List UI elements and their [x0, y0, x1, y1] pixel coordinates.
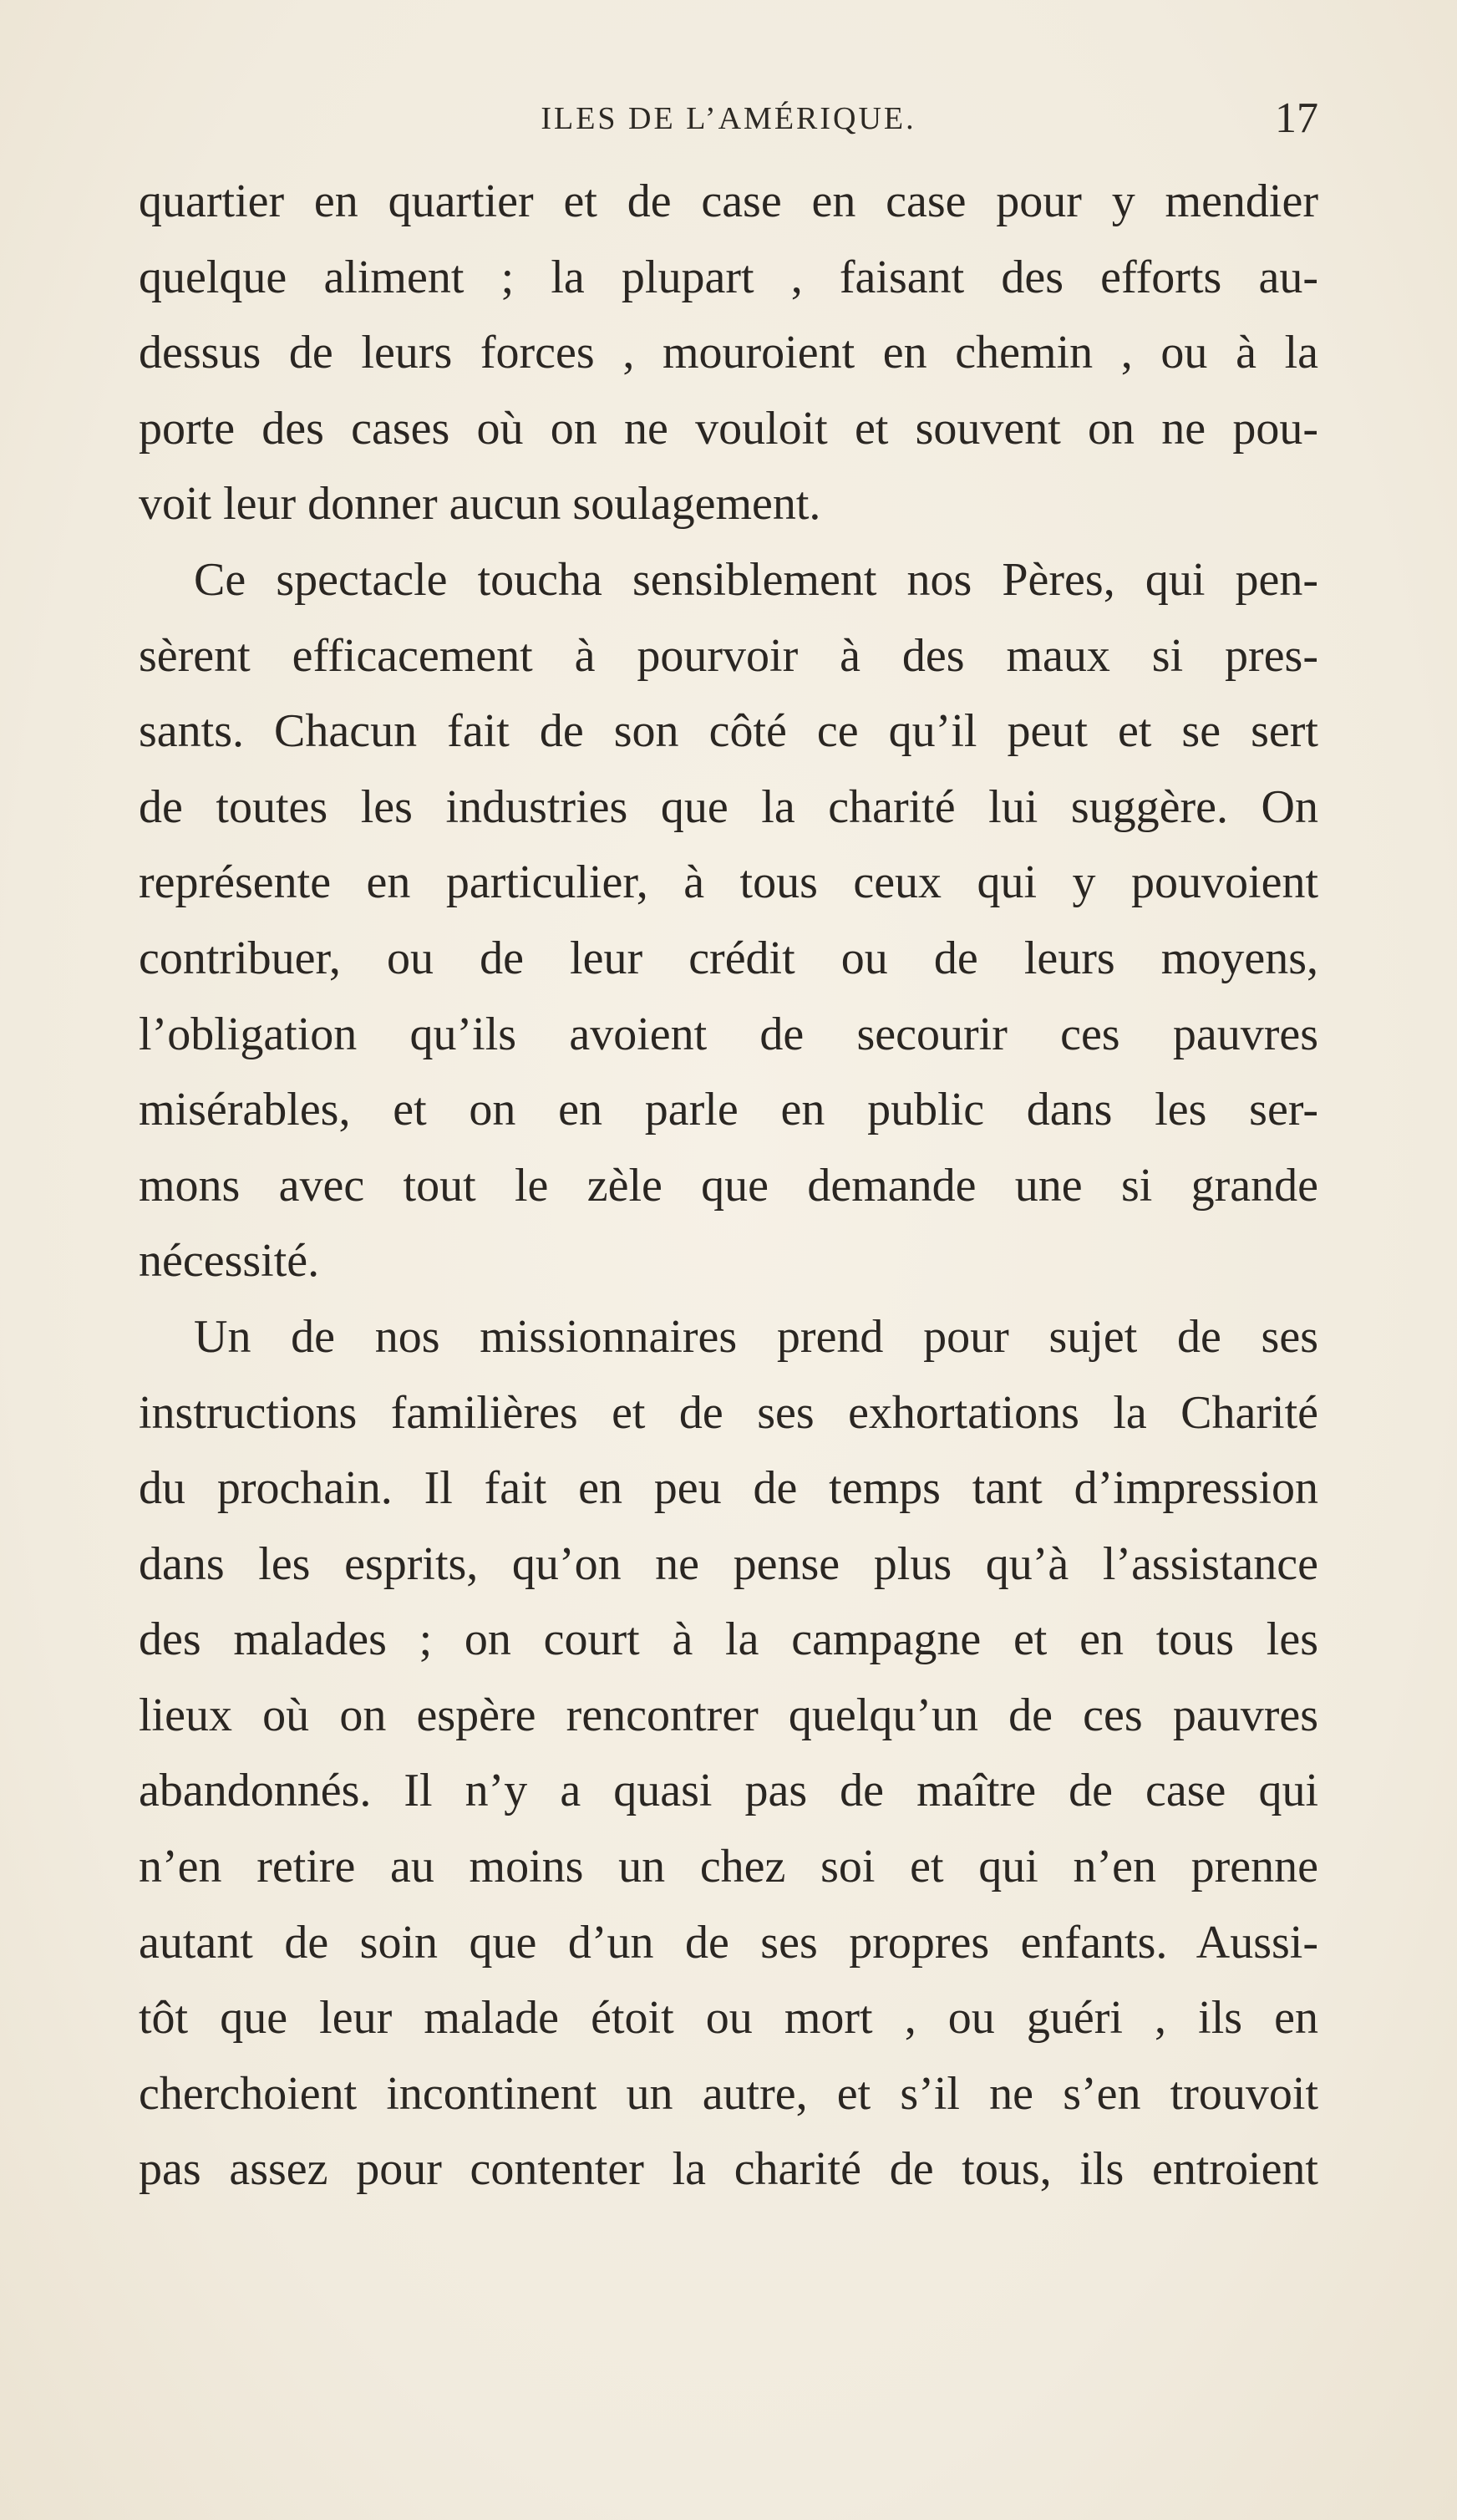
text-line: dessus de leurs forces , mouroient en chemin , ou à la: [139, 327, 1318, 379]
text-line: porte des cases où on ne vouloit et souvent on ne pou-: [139, 402, 1318, 455]
text-line: Un de nos missionnaires prend pour sujet de ses: [194, 1310, 1318, 1363]
text-line: l’obligation qu’ils avoient de secourir ces pauvres: [139, 1008, 1318, 1060]
text-line: de toutes les industries que la charité lui suggère. On: [139, 780, 1318, 833]
text-line: n’en retire au moins un chez soi et qui n’en prenne: [139, 1841, 1318, 1893]
text-line: tôt que leur malade étoit ou mort , ou guéri , ils en: [139, 1992, 1318, 2045]
text-line: dans les esprits, qu’on ne pense plus qu’à l’assistance: [139, 1537, 1318, 1590]
running-title: ILES DE L’AMÉRIQUE.: [541, 101, 916, 136]
running-head: [139, 94, 1318, 144]
text-line: contribuer, ou de leur crédit ou de leurs moyens,: [139, 932, 1318, 984]
text-line: nécessité.: [139, 1235, 320, 1288]
text-line: autant de soin que d’un de ses propres enfants. Aussi-: [139, 1916, 1318, 1969]
text-line: sants. Chacun fait de son côté ce qu’il peut et se sert: [139, 705, 1318, 758]
text-line: sèrent efficacement à pourvoir à des maux si pres-: [139, 629, 1318, 682]
text-line: cherchoient incontinent un autre, et s’il ne s’en trouvoit: [139, 2067, 1318, 2120]
page-number: 17: [1275, 94, 1318, 142]
text-line: quelque aliment ; la plupart , faisant des efforts au-: [139, 251, 1318, 303]
text-line: voit leur donner aucun soulagement.: [139, 478, 821, 531]
text-line: lieux où on espère rencontrer quelqu’un de ces pauvres: [139, 1689, 1318, 1741]
text-line: abandonnés. Il n’y a quasi pas de maître de case qui: [139, 1765, 1318, 1817]
text-line: des malades ; on court à la campagne et en tous les: [139, 1613, 1318, 1666]
body-text: [139, 164, 1318, 2208]
text-line: mons avec tout le zèle que demande une si grande: [139, 1159, 1318, 1212]
text-line: représente en particulier, à tous ceux qui y pouvoient: [139, 856, 1318, 909]
text-line: du prochain. Il fait en peu de temps tant d’impression: [139, 1462, 1318, 1515]
text-line: pas assez pour contenter la charité de tous, ils entroient: [139, 2143, 1318, 2196]
text-line: Ce spectacle toucha sensiblement nos Pères, qui pen-: [194, 553, 1318, 606]
text-line: quartier en quartier et de case en case pour y mendier: [139, 175, 1318, 227]
text-line: instructions familières et de ses exhortations la Charité: [139, 1386, 1318, 1439]
text-line: misérables, et on en parle en public dans les ser-: [139, 1084, 1318, 1136]
